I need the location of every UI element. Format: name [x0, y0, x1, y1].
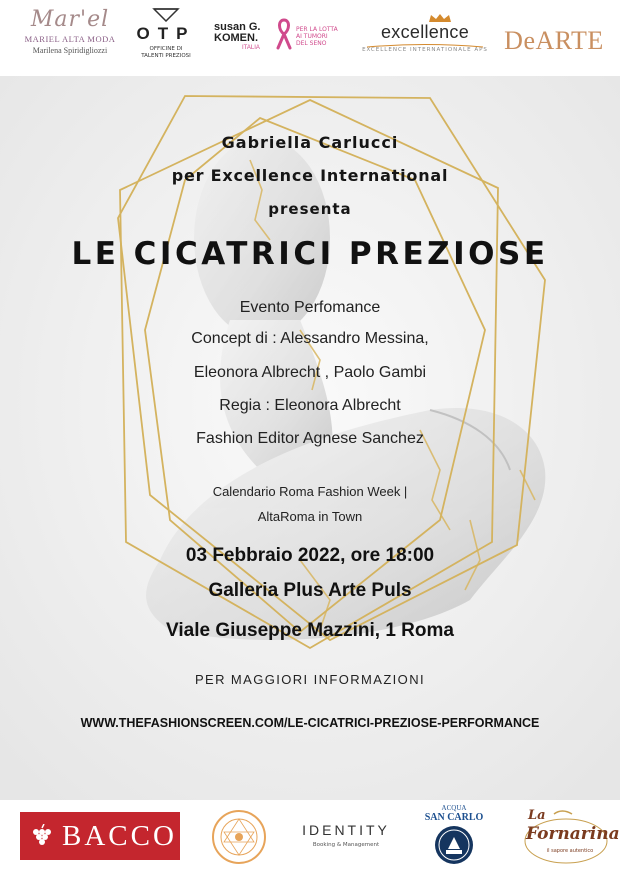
otp-logo [134, 8, 198, 68]
mariel-alta-moda-logo [10, 6, 130, 72]
detail-line: Regia : Eleonora Albrecht [219, 397, 401, 414]
dreamcatcher-icon [206, 806, 272, 868]
info-url[interactable]: WWW.THEFASHIONSCREEN.COM/LE-CICATRICI-PREZIOSE-PERFORMANCE [80, 716, 540, 730]
diamond-icon [151, 8, 181, 22]
otp-mark: OTP [136, 24, 196, 43]
detail-line: Eleonora Albrecht , Paolo Gambi [193, 364, 427, 381]
sponsor-logos-bar [0, 800, 620, 873]
detail-line: Concept di : Alessandro Messina, [191, 330, 429, 347]
komen-tagline [296, 26, 338, 47]
fornarina-wordmark: Fornarina [526, 824, 620, 844]
san-carlo-top: ACQUA [441, 804, 467, 812]
fornarina-logo [524, 808, 620, 866]
komen-brand [214, 22, 260, 52]
event-venue: Galleria Plus Arte Puls [208, 580, 412, 601]
fornarina-la: La [528, 808, 546, 823]
mariel-owner: Marilena Spiridigliozzi [32, 46, 108, 55]
komen-tag-2: AI TUMORI [296, 33, 328, 40]
detail-line: Fashion Editor Agnese Sanchez [196, 430, 424, 447]
event-address: Viale Giuseppe Mazzini, 1 Roma [166, 620, 454, 641]
fountain-icon [432, 825, 476, 865]
komen-tag-1: PER LA LOTTA [296, 26, 338, 33]
mariel-name: MARIEL ALTA MODA [24, 34, 116, 44]
presents-label: presenta [268, 200, 352, 218]
excellence-underline [365, 44, 485, 50]
calendar-line-1: Calendario Roma Fashion Week | [212, 484, 408, 499]
komen-tag-3: DEL SENO [296, 40, 327, 47]
grape-icon [30, 824, 54, 850]
identity-logo [296, 822, 396, 862]
dearte-logo [500, 8, 608, 68]
presenter-name: Gabriella Carlucci [221, 133, 399, 152]
bacco-logo [20, 812, 180, 860]
identity-wordmark: IDENTITY [302, 822, 390, 838]
otp-sub-1: OFFICINE DI [149, 46, 183, 52]
more-info-label: PER MAGGIORI INFORMAZIONI [194, 672, 425, 687]
komen-brand-line1: susan G. [214, 21, 261, 33]
bacco-wordmark: BACCO [62, 820, 177, 852]
partner-logos-bar [0, 0, 620, 76]
ribbon-icon [276, 18, 292, 50]
identity-sub: Booking & Management [312, 842, 380, 848]
komen-brand-line2: KOMEN. [214, 32, 258, 44]
dreamcatcher-logo [206, 806, 272, 868]
detail-line: Evento Perfomance [239, 299, 381, 316]
susan-komen-logo [208, 10, 348, 66]
organization: per Excellence International [171, 166, 449, 185]
calendar-line-2: AltaRoma in Town [257, 509, 363, 524]
komen-country: ITALIA [242, 45, 260, 51]
dearte-wordmark: DeARTE [504, 26, 604, 55]
san-carlo-logo [414, 804, 494, 870]
mariel-script: Mar'el [30, 7, 110, 32]
crown-icon [428, 13, 452, 23]
otp-sub-2: TALENTI PREZIOSI [141, 53, 191, 59]
excellence-international-logo [358, 10, 492, 68]
event-title: LE CICATRICI PREZIOSE [71, 236, 549, 272]
san-carlo-wordmark: SAN CARLO [424, 812, 484, 823]
event-date: 03 Febbraio 2022, ore 18:00 [185, 545, 435, 566]
excellence-wordmark: excellence [380, 22, 470, 42]
excellence-sub: EXCELLENCE INTERNATIONALE APS [362, 47, 488, 53]
fornarina-sub: il sapore autentico [546, 848, 594, 854]
